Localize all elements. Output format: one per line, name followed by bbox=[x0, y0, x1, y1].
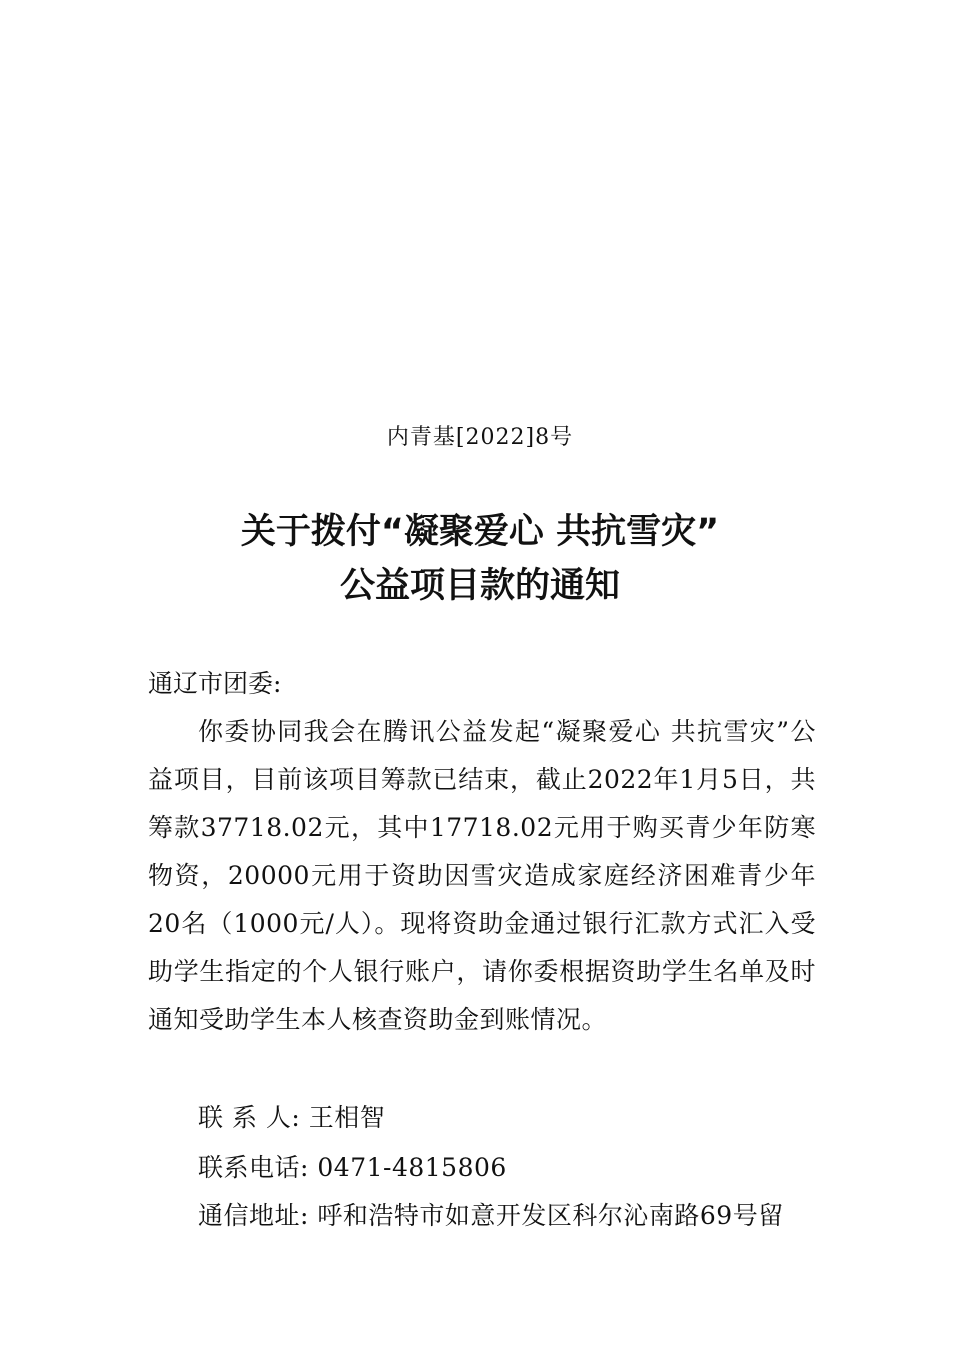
title-line-1: 关于拨付“凝聚爱心 共抗雪灾” bbox=[240, 512, 720, 552]
contact-phone-value: 0471-4815806 bbox=[317, 1153, 507, 1182]
contact-phone-row bbox=[198, 1148, 507, 1184]
contact-phone-label: 联系电话: bbox=[198, 1153, 309, 1182]
contact-address-row bbox=[198, 1196, 784, 1232]
contact-person-value: 王相智 bbox=[308, 1103, 386, 1132]
contact-address-label: 通信地址: bbox=[198, 1201, 309, 1230]
contact-person-label: 联 系 人: bbox=[198, 1103, 301, 1132]
document-title bbox=[0, 505, 960, 613]
document-number: 内青基[2022]8号 bbox=[386, 425, 574, 450]
title-line-2: 公益项目款的通知 bbox=[339, 566, 620, 606]
contact-address-value: 呼和浩特市如意开发区科尔沁南路69号留 bbox=[317, 1201, 784, 1230]
addressee: 通辽市团委: bbox=[148, 669, 282, 698]
body-paragraph: 你委协同我会在腾讯公益发起“凝聚爱心 共抗雪灾”公益项目，目前该项目筹款已结束，截止2022年1月5日，共筹款37718.02元，其中17718.02元用于购买青少年防寒物资，20000元用于资助因雪灾造成家庭经济困难青少年20名（1000元/人）。现将资助金通过银行汇款方式汇入受助学生指定的个人银行账户，请你委根据资助学生名单及时通知受助学生本人核查资助金到账情况。 bbox=[148, 717, 816, 1034]
contact-person-row bbox=[198, 1098, 385, 1134]
